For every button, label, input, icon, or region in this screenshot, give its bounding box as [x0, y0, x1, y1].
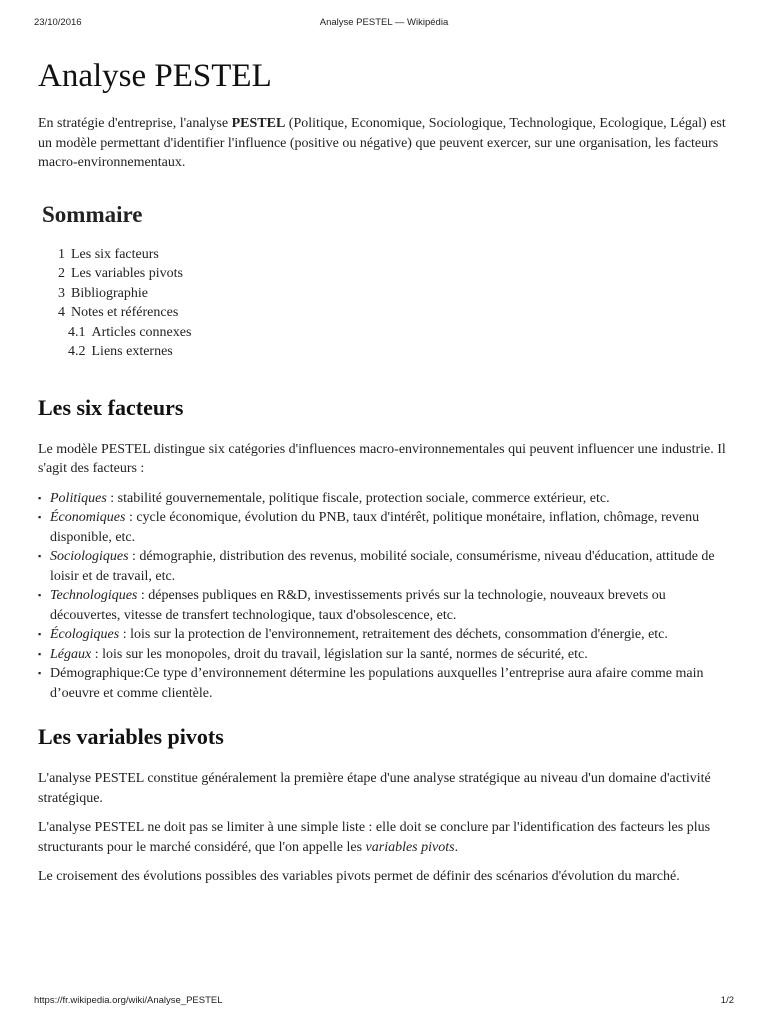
pivot-paragraph-3: Le croisement des évolutions possibles des variables pivots permet de définir des scénarios d'évolution du marché. [38, 869, 680, 884]
bullet-icon: ▪ [38, 492, 42, 503]
bullet-icon: ▪ [38, 629, 42, 639]
factor-item [38, 547, 736, 586]
intro-before: En stratégie d'entreprise, l'analyse [38, 116, 232, 131]
bullet-icon: ▪ [38, 668, 42, 678]
toc-item[interactable] [58, 284, 736, 304]
print-footer [0, 995, 768, 1009]
toc-item-link[interactable]: Les six facteurs [71, 246, 159, 262]
factor-text: : stabilité gouvernementale, politique fiscale, protection sociale, commerce extérieur, etc. [106, 490, 610, 506]
factor-item [38, 645, 736, 665]
toc-item-link[interactable]: Les variables pivots [71, 266, 183, 281]
factor-name: Légaux [50, 646, 92, 662]
factor-item [38, 586, 736, 625]
toc-item-number: 4 [58, 305, 65, 320]
bullet-icon: ▪ [38, 512, 42, 522]
bullet-icon: ▪ [38, 648, 42, 659]
toc-item-number: 1 [58, 246, 65, 262]
toc-item-link[interactable]: Liens externes [91, 344, 173, 359]
factor-name: Sociologiques [50, 549, 129, 564]
bullet-icon: ▪ [38, 590, 42, 600]
toc-item[interactable] [58, 264, 736, 284]
factor-text: : démographie, distribution des revenus, mobilité sociale, consumérisme, niveau d'éducation, attitude de loisir et de travail, etc. [50, 549, 715, 584]
pivot-paragraph-2 [38, 818, 736, 857]
table-of-contents [42, 201, 736, 362]
intro-after: (Politique, Economique, Sociologique, Technologique, Ecologique, Légal) est un modèle permettant d'identifier l'influence (positive ou négative) que peuvent exercer, sur une organisation, les facteurs macro-environnementaux. [38, 116, 726, 170]
factor-text: : lois sur les monopoles, droit du travail, législation sur la santé, normes de sécurité, etc. [91, 646, 588, 662]
factor-item [38, 489, 736, 509]
toc-list [42, 245, 736, 362]
toc-item-number: 2 [58, 266, 65, 281]
factor-name: Écologiques [50, 627, 120, 642]
print-date: 23/10/2016 [34, 17, 82, 28]
toc-title: Sommaire [42, 201, 143, 227]
toc-item[interactable] [58, 303, 736, 323]
toc-item-number: 3 [58, 285, 65, 301]
factor-text: : lois sur la protection de l'environnement, retraitement des déchets, consommation d'énergie, etc. [119, 627, 668, 642]
toc-item-number: 4.2 [68, 344, 86, 359]
factor-item [38, 625, 736, 645]
toc-item-link[interactable]: Bibliographie [71, 285, 148, 301]
pivot-paragraph-1: L'analyse PESTEL constitue généralement la première étape d'une analyse stratégique au niveau d'un domaine d'activité stratégique. [38, 771, 711, 806]
factor-text: : dépenses publiques en R&D, investissements privés sur la technologie, nouveaux brevets ou découvertes, vitesse de transfert technologique, taux d'obsolescence, etc. [50, 588, 666, 623]
factor-item [38, 508, 736, 547]
intro-paragraph [38, 114, 736, 173]
factor-name: Technologiques [50, 588, 138, 603]
print-header [0, 17, 768, 31]
pivot-p2-after: . [454, 839, 459, 855]
toc-item[interactable] [58, 245, 736, 265]
pivot-p2-before: L'analyse PESTEL ne doit pas se limiter à une simple liste : elle doit se conclure par l'identification des facteurs les plus structurants pour le marché considéré, que l'on appelle les [38, 820, 711, 855]
section-heading-pivot-variables: Les variables pivots [38, 724, 224, 749]
factor-name: Économiques [50, 510, 126, 525]
intro-bold-term: PESTEL [231, 116, 286, 131]
factor-item [38, 664, 736, 703]
pivot-p2-italic: variables pivots [365, 839, 455, 855]
section-heading-six-factors: Les six facteurs [38, 394, 184, 420]
toc-item-link[interactable]: Notes et références [71, 305, 179, 320]
bullet-icon: ▪ [38, 551, 42, 561]
page-counter: 1/2 [720, 995, 734, 1006]
factor-text: : cycle économique, évolution du PNB, taux d'intérêt, politique monétaire, inflation, chômage, revenu disponible, etc. [50, 510, 700, 545]
toc-item-number: 4.1 [68, 324, 86, 340]
toc-subitem[interactable] [58, 323, 736, 343]
toc-item-link[interactable]: Articles connexes [91, 324, 192, 340]
factor-name: Politiques [50, 490, 107, 506]
print-url: https://fr.wikipedia.org/wiki/Analyse_PESTEL [34, 995, 223, 1006]
factors-list [38, 489, 736, 704]
factor-text: Démographique:Ce type d’environnement détermine les populations auxquelles l’entreprise aura afaire comme main d’oeuvre et comme clientèle. [50, 666, 704, 701]
section-intro-paragraph: Le modèle PESTEL distingue six catégories d'influences macro-environnementales qui peuvent influencer une industrie. Il s'agit des facteurs : [38, 441, 726, 476]
article-content [38, 56, 736, 897]
toc-subitem[interactable] [58, 342, 736, 362]
page-title: Analyse PESTEL [38, 58, 272, 94]
print-page-title: Analyse PESTEL — Wikipédia [319, 17, 449, 28]
